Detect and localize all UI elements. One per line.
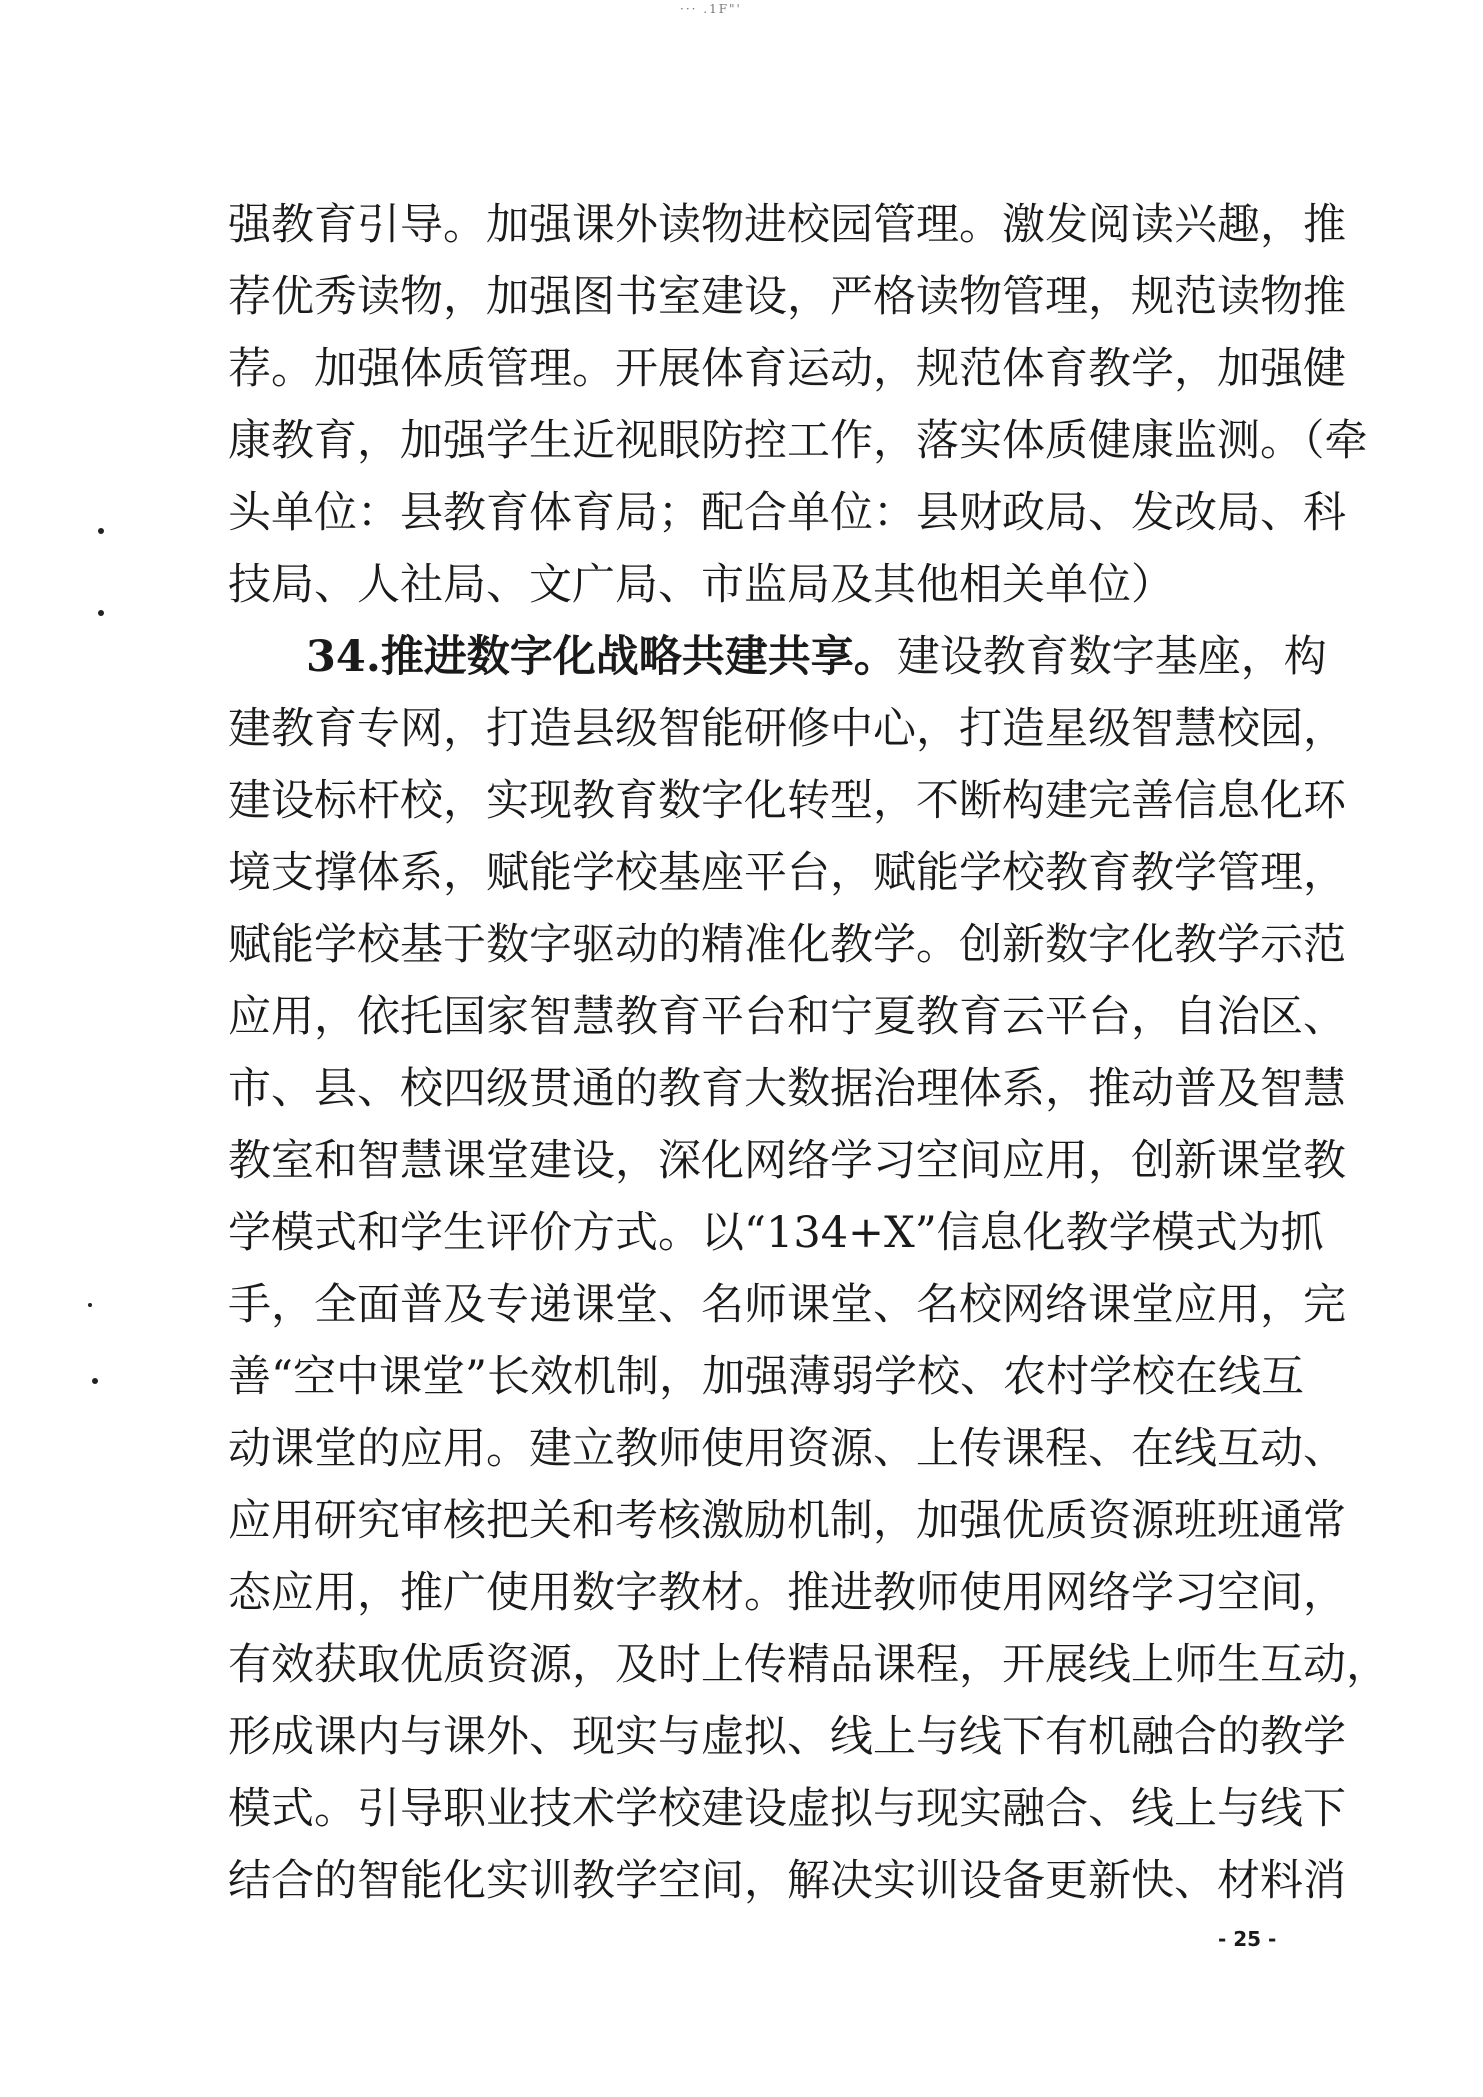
- text-span: 建设教育数字基座，构: [896, 632, 1327, 682]
- text-line: 技局、人社局、文广局、市监局及其他相关单位）: [228, 560, 1174, 610]
- text-line: 手，全面普及专递课堂、名师课堂、名校网络课堂应用，完: [228, 1280, 1346, 1330]
- text-line: 模式。引导职业技术学校建设虚拟与现实融合、线上与线下: [228, 1784, 1346, 1834]
- margin-dot: [92, 1378, 98, 1384]
- margin-dot: [98, 528, 104, 534]
- margin-dot: [88, 1303, 92, 1307]
- text-line: 建设标杆校，实现教育数字化转型，不断构建完善信息化环: [228, 776, 1346, 826]
- text-line: 市、县、校四级贯通的教育大数据治理体系，推动普及智慧: [228, 1064, 1346, 1114]
- text-line: 荐优秀读物，加强图书室建设，严格读物管理，规范读物推: [228, 272, 1346, 322]
- text-line: 赋能学校基于数字驱动的精准化教学。创新数字化教学示范: [228, 920, 1346, 970]
- text-line: 学模式和学生评价方式。以“134+X”信息化教学模式为抓: [228, 1208, 1324, 1258]
- text-line: 荐。加强体质管理。开展体育运动，规范体育教学，加强健: [228, 344, 1346, 394]
- text-line: 应用，依托国家智慧教育平台和宁夏教育云平台，自治区、: [228, 992, 1346, 1042]
- text-line: 境支撑体系，赋能学校基座平台，赋能学校教育教学管理，: [228, 848, 1346, 898]
- section-heading: 34.推进数字化战略共建共享。: [306, 632, 897, 682]
- scan-artifact-mark: ··· .1F"': [680, 2, 742, 16]
- text-line: 教室和智慧课堂建设，深化网络学习空间应用，创新课堂教: [228, 1136, 1346, 1186]
- text-line: 形成课内与课外、现实与虚拟、线上与线下有机融合的教学: [228, 1712, 1346, 1762]
- text-line: 强教育引导。加强课外读物进校园管理。激发阅读兴趣，推: [228, 200, 1346, 250]
- text-line: 善“空中课堂”长效机制，加强薄弱学校、农村学校在线互: [228, 1352, 1304, 1402]
- text-line: 康教育，加强学生近视眼防控工作，落实体质健康监测。（牵: [228, 416, 1368, 466]
- paragraph-first-line: [306, 627, 1327, 687]
- text-line: 态应用，推广使用数字教材。推进教师使用网络学习空间，: [228, 1568, 1346, 1618]
- text-line: 建教育专网，打造县级智能研修中心，打造星级智慧校园，: [228, 704, 1346, 754]
- page-number: - 25 -: [1218, 1927, 1277, 1951]
- margin-dot: [98, 610, 104, 616]
- text-line: 应用研究审核把关和考核激励机制，加强优质资源班班通常: [228, 1496, 1346, 1546]
- text-line: 有效获取优质资源，及时上传精品课程，开展线上师生互动，: [228, 1640, 1389, 1690]
- text-line: 结合的智能化实训教学空间，解决实训设备更新快、材料消: [228, 1856, 1346, 1906]
- text-line: 头单位：县教育体育局；配合单位：县财政局、发改局、科: [228, 488, 1346, 538]
- text-line: 动课堂的应用。建立教师使用资源、上传课程、在线互动、: [228, 1424, 1346, 1474]
